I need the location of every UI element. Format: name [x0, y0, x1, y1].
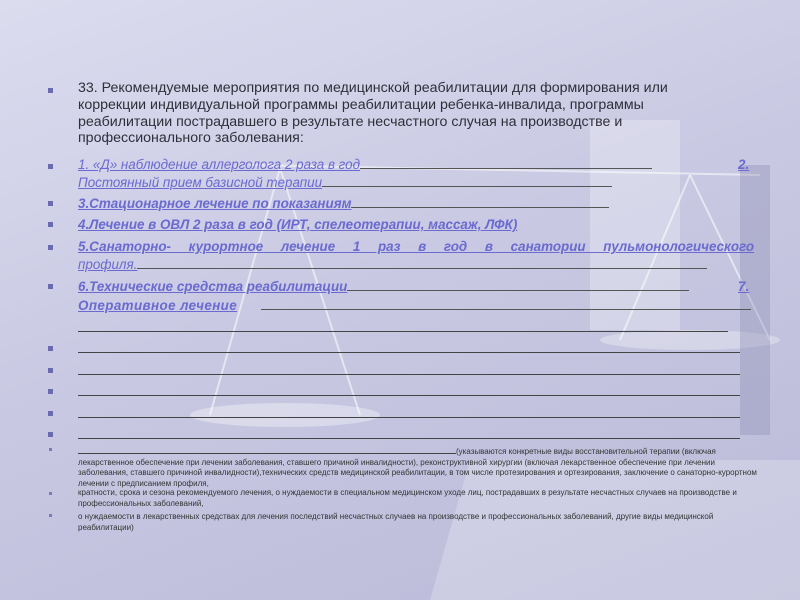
- item-2-basic-therapy: [78, 174, 612, 191]
- bullet-heading: [48, 88, 53, 93]
- note-1-fill-line: [78, 445, 456, 454]
- item-6-technical-means: [78, 278, 689, 295]
- note-1-text-a: (указываются конкретные виды восстановительной терапии (включая: [456, 447, 716, 456]
- bullet-item-6: [48, 284, 53, 289]
- blank-line: [78, 395, 740, 396]
- bullet-line-2: [48, 368, 53, 373]
- item-7-text: Оперативное лечение: [78, 298, 238, 313]
- blank-line: [78, 417, 740, 418]
- item-6-text: 6.Технические средства реабилитации: [78, 279, 348, 294]
- bullet-line-4: [48, 411, 53, 416]
- note-2: кратности, срока и сезона рекомендуемого лечения, о нуждаемости в специальном медицинском уходе лиц, пострадавших в результате несчастных случаев на производстве и профессиональных заболеваний,: [78, 488, 737, 508]
- item-3-hospital: [78, 195, 609, 212]
- item-5-fill-line: [137, 256, 707, 269]
- bullet-item-5: [48, 245, 53, 250]
- bullet-item-1: [48, 164, 53, 169]
- item-4-text: 4.Лечение в ОВЛ 2 раза в год (ИРТ, спелеотерапии, массаж, ЛФК): [78, 217, 518, 232]
- note-1-text-b: лекарственное обеспечение при лечении заболевания, ставшего причиной инвалидности), реконструктивной хирургии (включая лекарственное обеспечение при лечении заболевания, ставшего причиной инвалидности),технических средств медицинской реабилитации, в том числе протезирования и ортезирования, заключение о санаторно-курортном лечении с предписанием профиля,: [78, 457, 757, 488]
- item-3-text: 3.Стационарное лечение по показаниям: [78, 196, 352, 211]
- bullet-line-1: [48, 346, 53, 351]
- blank-line: [78, 374, 740, 375]
- item-5-text: 5.Санаторно- курортное лечение 1 раз в год в санатории пульмонологического: [78, 239, 754, 254]
- item-3-fill-line: [351, 195, 609, 208]
- blank-line: [78, 352, 740, 353]
- blank-line: [78, 438, 740, 439]
- bullet-note-2: [49, 492, 52, 495]
- item-2-fill-line: [322, 174, 612, 187]
- bullet-note-3: [49, 514, 52, 517]
- item-5-profile: [78, 256, 707, 273]
- bullet-line-5: [48, 432, 53, 437]
- item-2-text: Постоянный прием базисной терапии: [78, 175, 323, 190]
- item-5-sanatorium: [78, 238, 754, 255]
- bullet-item-4: [48, 222, 53, 227]
- item-7-surgery: [78, 297, 751, 314]
- blank-line: [78, 331, 728, 332]
- bullet-item-3: [48, 201, 53, 206]
- item-7-fill-line: [261, 297, 751, 310]
- bullet-note-1: [49, 448, 52, 451]
- note-1: [78, 445, 758, 489]
- item-7-number: 7.: [738, 279, 750, 294]
- note-3: о нуждаемости в лекарственных средствах для лечения последствий несчастных случаев на производстве и профессиональных заболеваний, другие виды медицинской реабилитации): [78, 512, 714, 532]
- item-1-observation: [78, 156, 652, 173]
- item-6-fill-line: [347, 278, 689, 291]
- bullet-line-3: [48, 389, 53, 394]
- item-5-profile-text: профиля.: [78, 257, 138, 272]
- item-1-text: 1. «Д» наблюдение аллерголога 2 раза в год: [78, 157, 360, 172]
- section-heading: 33. Рекомендуемые мероприятия по медицинской реабилитации для формирования или коррекции индивидуальной программы реабилитации ребенка-инвалида, программы реабилитации пострадавшего в результате несчастного случая на производстве и профессионального заболевания:: [78, 80, 668, 147]
- item-1-fill-line: [360, 156, 652, 169]
- item-4-ovl-treatment: [78, 216, 517, 233]
- item-2-number: 2.: [738, 157, 750, 172]
